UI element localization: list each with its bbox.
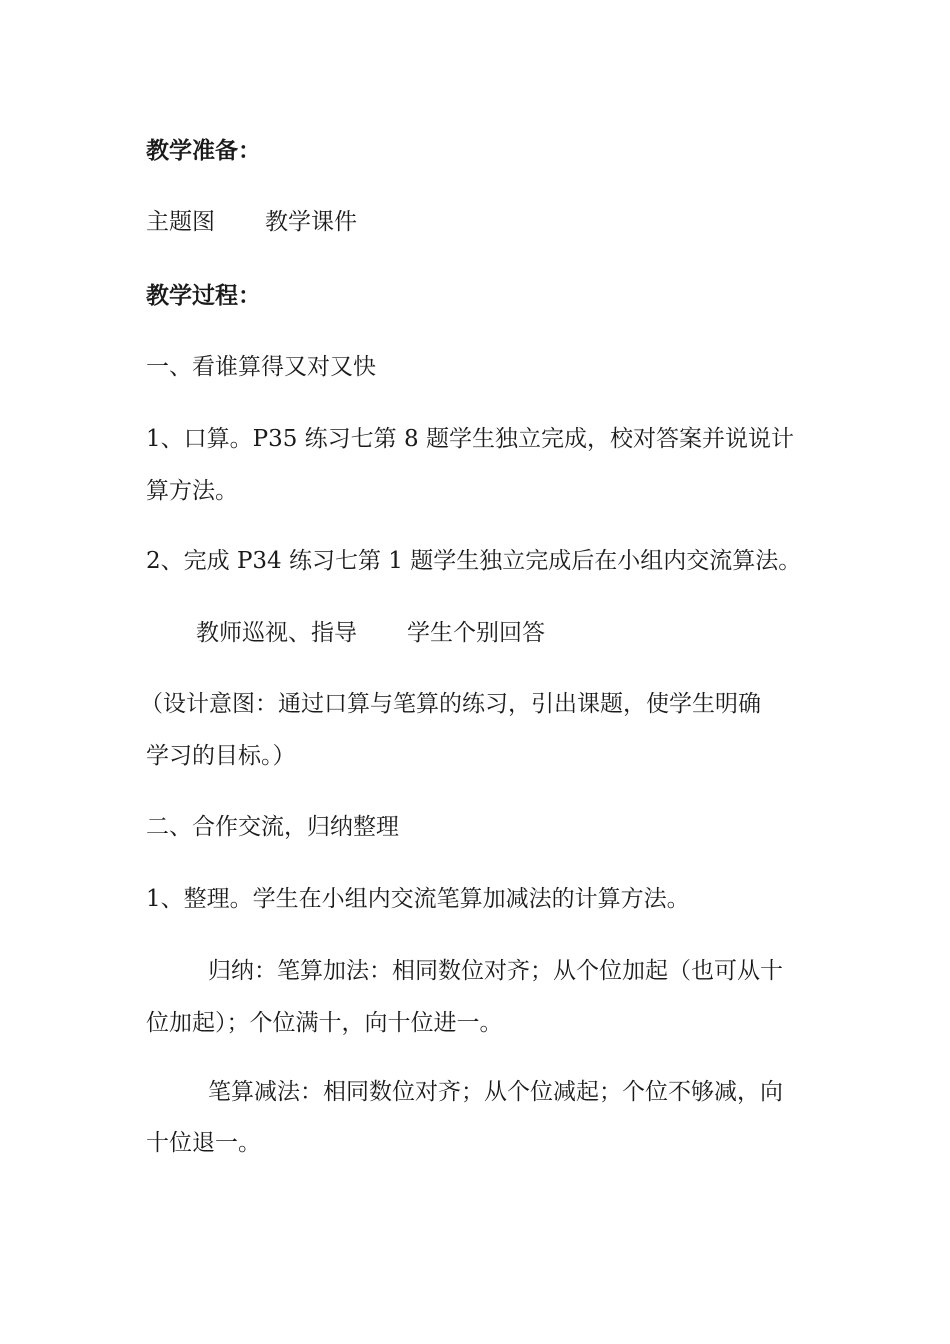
s2-summary-line1: 归纳：笔算加法：相同数位对齐；从个位加起（也可从十 xyxy=(208,958,783,984)
s2-summary-line2: 位加起）；个位满十，向十位进一。 xyxy=(146,1010,503,1036)
s2-subtraction-line1: 笔算减法：相同数位对齐；从个位减起；个位不够减，向 xyxy=(208,1079,783,1105)
s2-subtraction-line2: 十位退一。 xyxy=(146,1130,261,1156)
s1-teacher-role: 教师巡视、指导 xyxy=(196,620,357,646)
prep-item-courseware: 教学课件 xyxy=(265,209,357,235)
prep-item-theme-picture: 主题图 xyxy=(146,209,215,235)
heading-teaching-prep: 教学准备： xyxy=(146,137,261,164)
section-2-title: 二、合作交流，归纳整理 xyxy=(146,814,399,840)
s2-item1: 1、整理。学生在小组内交流笔算加减法的计算方法。 xyxy=(146,886,690,912)
s1-item1-line2: 算方法。 xyxy=(146,478,238,504)
s1-item2: 2、完成 P34 练习七第 1 题学生独立完成后在小组内交流算法。 xyxy=(146,548,802,574)
s1-item1-line1: 1、口算。P35 练习七第 8 题学生独立完成，校对答案并说说计 xyxy=(146,426,794,452)
s1-design-intent-line2: 学习的目标。） xyxy=(146,743,296,769)
prep-items xyxy=(146,207,357,237)
s1-roles xyxy=(196,618,545,648)
heading-teaching-process: 教学过程： xyxy=(146,282,261,309)
section-1-title: 一、看谁算得又对又快 xyxy=(146,354,376,380)
s1-design-intent-line1: （设计意图：通过口算与笔算的练习，引出课题，使学生明确 xyxy=(140,691,761,717)
s1-student-role: 学生个别回答 xyxy=(407,620,545,646)
